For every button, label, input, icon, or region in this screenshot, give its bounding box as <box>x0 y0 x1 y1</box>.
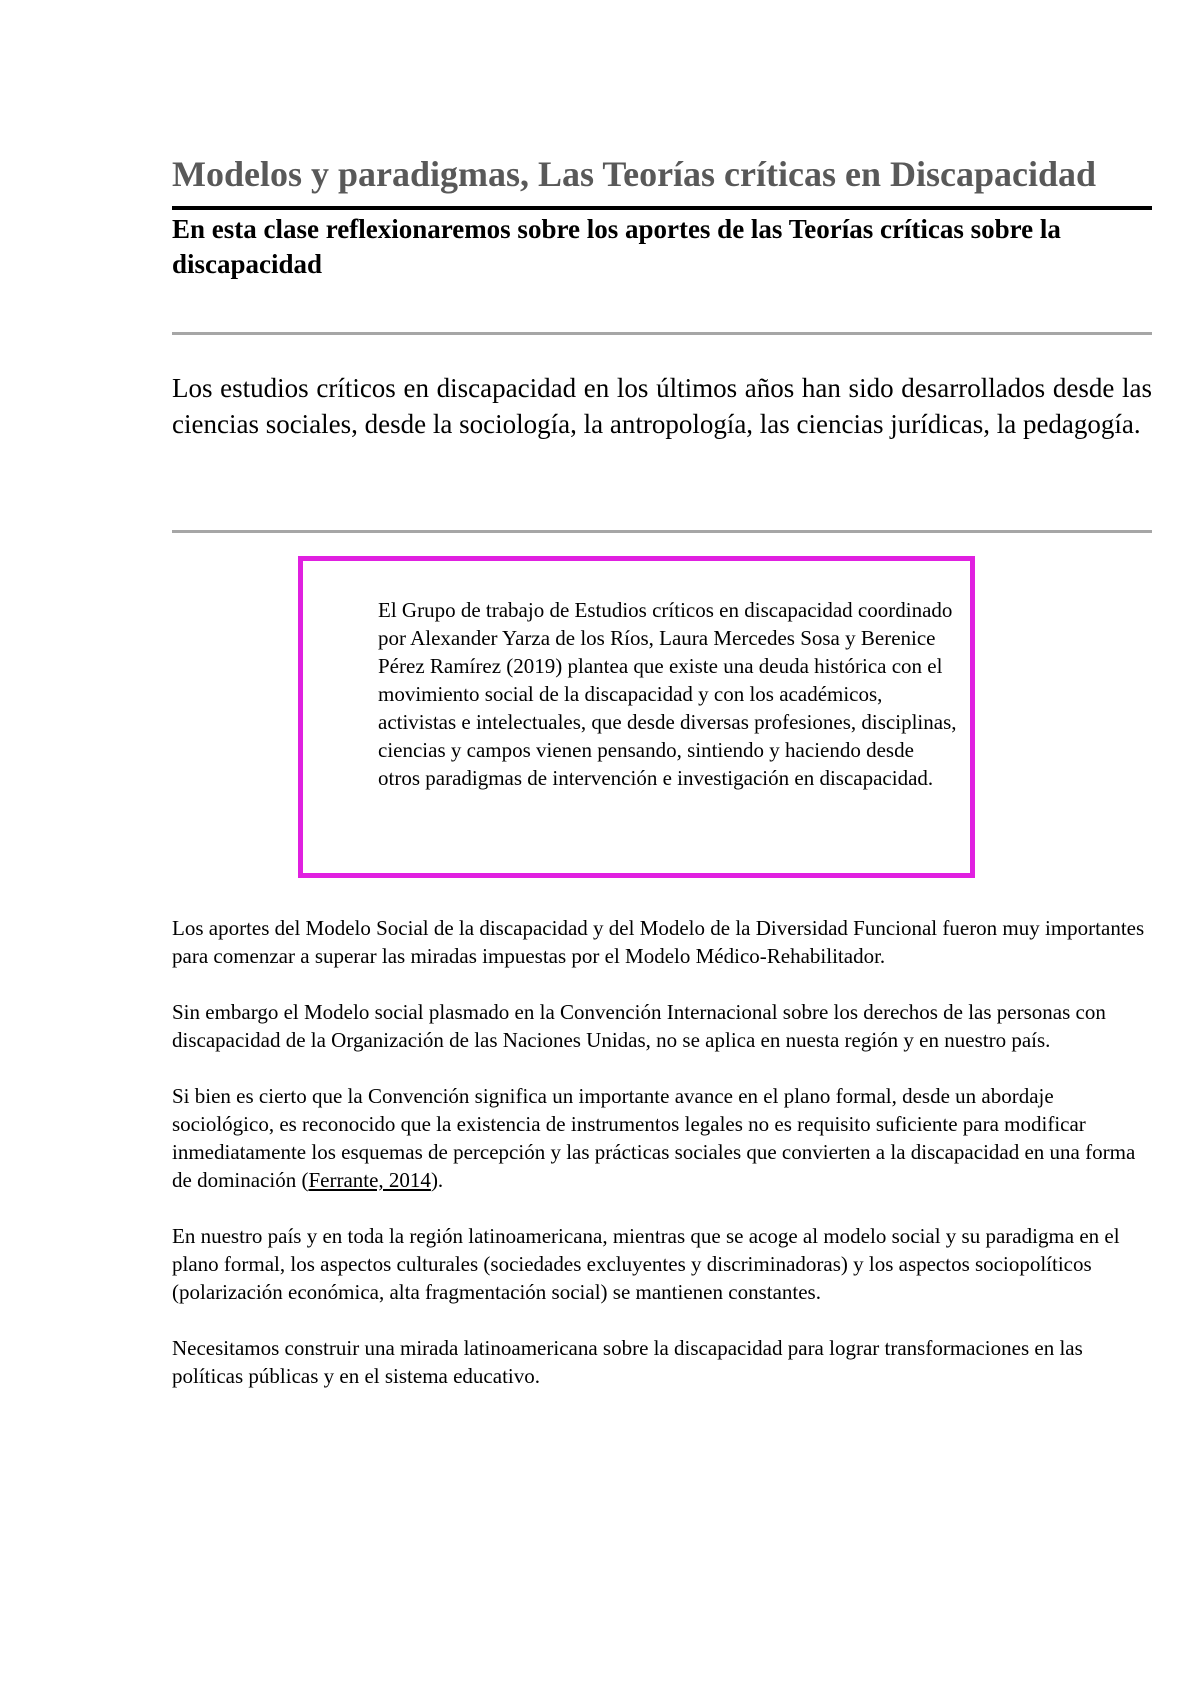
lead-paragraph: Los estudios críticos en discapacidad en los últimos años han sido desarrollados desde las ciencias sociales, desde la sociología, la antropología, las ciencias jurídicas, la pedagogía. <box>172 373 1152 439</box>
body-paragraph-modelo-social: Los aportes del Modelo Social de la discapacidad y del Modelo de la Diversidad Funcional fueron muy importantes para comenzar a superar las miradas impuestas por el Modelo Médico-Rehabilitador. <box>172 916 1145 968</box>
section-divider-top <box>172 332 1152 335</box>
callout-text: El Grupo de trabajo de Estudios críticos en discapacidad coordinado por Alexander Yarza de los Ríos, Laura Mercedes Sosa y Berenice Pérez Ramírez (2019) plantea que existe una deuda histórica con el movimiento social de la discapacidad y con los académicos, activistas e intelectuales, que desde diversas profesiones, disciplinas, ciencias y campos vienen pensando, sintiendo y haciendo desde otros paradigmas de intervención e investigación en discapacidad. <box>378 598 957 790</box>
body-paragraph-dominacion <box>172 1082 1152 1194</box>
citation-link[interactable]: Ferrante, 2014 <box>308 1168 431 1192</box>
body-content <box>172 914 1152 1418</box>
body-paragraph-conclusion: Necesitamos construir una mirada latinoamericana sobre la discapacidad para lograr transformaciones en las políticas públicas y en el sistema educativo. <box>172 1336 1083 1388</box>
page-subtitle: En esta clase reflexionaremos sobre los aportes de las Teorías críticas sobre la discapacidad <box>172 214 1061 279</box>
paragraph-text: Si bien es cierto que la Convención significa un importante avance en el plano formal, desde un abordaje sociológico, es reconocido que la existencia de instrumentos legales no es requisito suficiente para modificar inmediatamente los esquemas de percepción y las prácticas sociales que convierten a la discapacidad en una forma de dominación ( <box>172 1084 1136 1192</box>
page-title: Modelos y paradigmas, Las Teorías críticas en Discapacidad <box>172 154 1097 194</box>
body-paragraph-convencion: Sin embargo el Modelo social plasmado en la Convención Internacional sobre los derechos de las personas con discapacidad de la Organización de las Naciones Unidas, no se aplica en nuesta región y en nuestro país. <box>172 1000 1106 1052</box>
body-paragraph-region: En nuestro país y en toda la región latinoamericana, mientras que se acoge al modelo social y su paradigma en el plano formal, los aspectos culturales (sociedades excluyentes y discriminadoras) y los aspectos sociopolíticos (polarización económica, alta fragmentación social) se mantienen constantes. <box>172 1224 1120 1304</box>
paragraph-text-end: ). <box>430 1168 444 1192</box>
title-divider <box>172 206 1152 210</box>
section-divider-bottom <box>172 530 1152 533</box>
